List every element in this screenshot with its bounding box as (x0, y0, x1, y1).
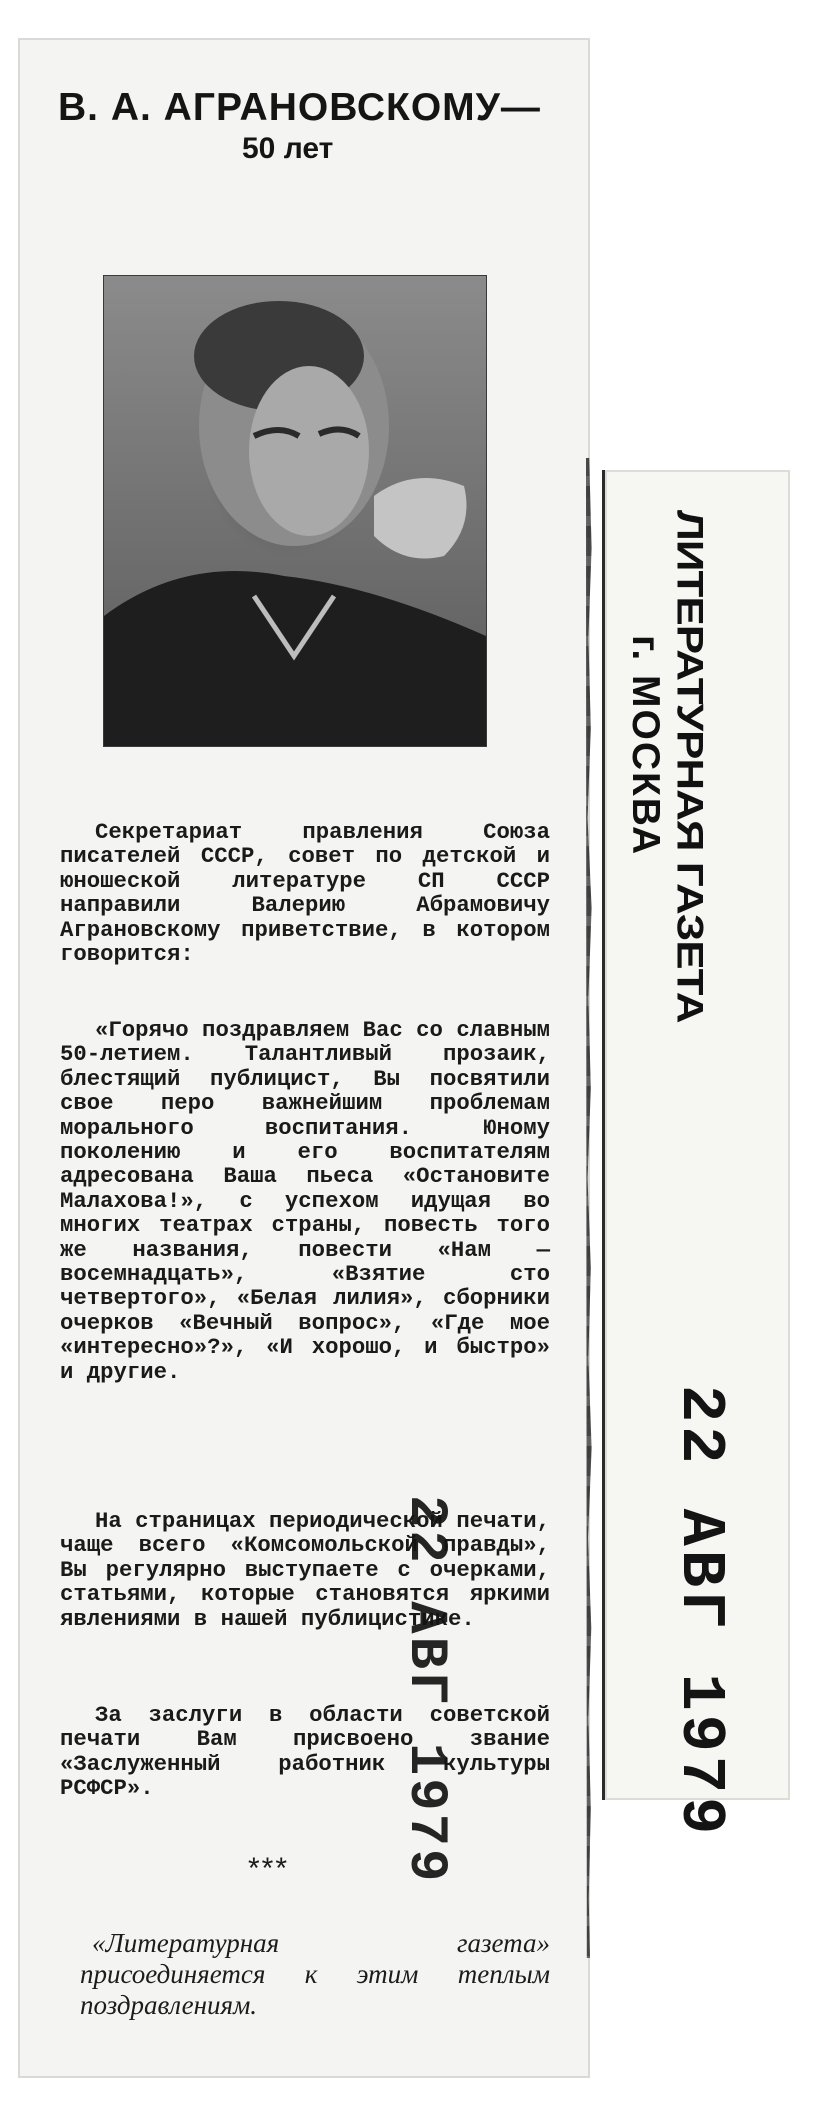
paragraph-periodicals: На страницах периодической печати, чаще всего «Комсомольской правды», Вы регулярно выступаете с очерками, статьями, которые становятся яркими явлениями в нашей публицистике. (60, 1508, 550, 1632)
city-label: г. МОСКВА (624, 635, 667, 857)
date-stamp: 22 АВГ 1979 (665, 1385, 736, 1839)
date-stamp-overlay: 22 АВГ 1979 (395, 1495, 456, 1885)
paragraph-intro: Секретариат правления Союза писателей СССР, совет по детской и юношеской литературе СП СССР направили Валерию Абрамовичу Аграновскому приветствие, в котором говорится: (60, 819, 550, 968)
closing-statement: «Литературная газета» присоединяется к этим теплым поздравлениям. (80, 1928, 550, 2020)
paragraph-award: За заслуги в области советской печати Вам присвоено звание «Заслуженный работник культуры РСФСР». (60, 1702, 550, 1802)
article-subheadline: 50 лет (242, 132, 334, 165)
portrait-photo (103, 275, 487, 747)
section-separator: *** (248, 1852, 290, 1885)
article-headline: В. А. АГРАНОВСКОМУ— (58, 86, 541, 129)
newspaper-name-label: ЛИТЕРАТУРНАЯ ГАЗЕТА (668, 510, 711, 1023)
paragraph-greeting: «Горячо поздравляем Вас со славным 50-летием. Талантливый прозаик, блестящий публицист, Вы посвятили свое перо важнейшим проблемам морального воспитания. Юному поколению и его воспитателям адресована Ваша пьеса «Остановите Малахова!», с успехом идущая во многих театрах страны, повесть того же названия, повести «Нам — восемнадцать», «Взятие сто четвертого», «Белая лилия», сборники очерков «Вечный вопрос», «Где мое «интересно»?», «И хорошо, и быстро» и другие. (60, 1017, 550, 1385)
portrait-illustration (104, 276, 486, 746)
